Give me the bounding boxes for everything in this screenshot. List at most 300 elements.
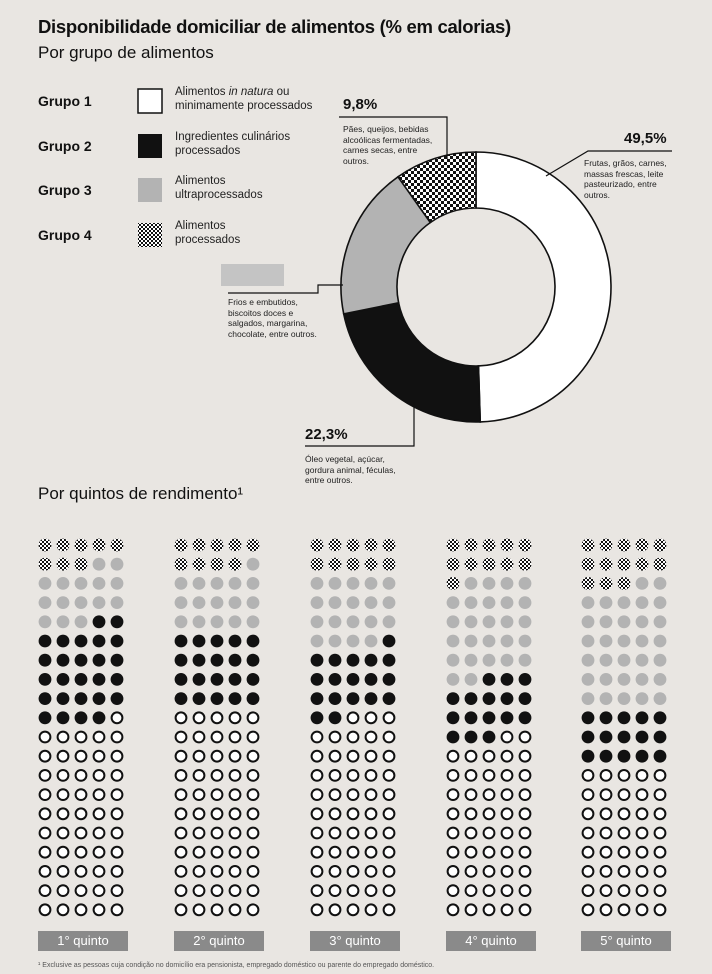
dot-g1 xyxy=(637,866,648,877)
dot-g1 xyxy=(348,828,359,839)
dot-g1 xyxy=(230,808,241,819)
dot-g1 xyxy=(448,847,459,858)
dot-g1 xyxy=(384,712,395,723)
dot-g3 xyxy=(75,577,88,590)
dot-g2 xyxy=(329,711,342,724)
dot-g1 xyxy=(194,904,205,915)
dot-g1 xyxy=(194,808,205,819)
dot-g2 xyxy=(347,673,360,686)
dot-g1 xyxy=(76,808,87,819)
dot-g1 xyxy=(601,789,612,800)
dot-g3 xyxy=(582,692,595,705)
dot-g2 xyxy=(501,673,514,686)
dot-g1 xyxy=(176,770,187,781)
dot-g2 xyxy=(229,673,242,686)
dot-g3 xyxy=(383,596,396,609)
dot-g4 xyxy=(600,539,613,552)
dot-g2 xyxy=(311,692,324,705)
dot-g3 xyxy=(229,615,242,628)
dot-g2 xyxy=(636,750,649,763)
dot-g3 xyxy=(39,596,52,609)
dot-g2 xyxy=(618,731,631,744)
dot-g1 xyxy=(76,732,87,743)
dot-g1 xyxy=(466,866,477,877)
dot-g1 xyxy=(583,885,594,896)
dot-g1 xyxy=(176,828,187,839)
dot-g3 xyxy=(229,577,242,590)
dot-g1 xyxy=(330,751,341,762)
dot-g2 xyxy=(636,731,649,744)
dot-g1 xyxy=(112,712,123,723)
dot-g4 xyxy=(311,539,324,552)
dot-g1 xyxy=(583,904,594,915)
dot-g4 xyxy=(211,539,224,552)
dot-g3 xyxy=(582,635,595,648)
dot-g4 xyxy=(483,539,496,552)
dot-g1 xyxy=(448,808,459,819)
dot-g3 xyxy=(483,596,496,609)
dot-g3 xyxy=(600,596,613,609)
dot-g1 xyxy=(448,828,459,839)
dot-g3 xyxy=(501,615,514,628)
dot-g4 xyxy=(57,539,70,552)
annotation-g1-text xyxy=(584,158,694,200)
dot-g2 xyxy=(93,635,106,648)
dot-g3 xyxy=(329,596,342,609)
dot-g1 xyxy=(58,751,69,762)
dot-g4 xyxy=(93,539,106,552)
dot-g1 xyxy=(248,808,259,819)
dot-g1 xyxy=(248,828,259,839)
quintile-dot-grid xyxy=(310,533,402,928)
dot-g1 xyxy=(112,808,123,819)
dot-g1 xyxy=(40,751,51,762)
dot-g1 xyxy=(637,789,648,800)
dot-g1 xyxy=(583,866,594,877)
dot-g3 xyxy=(39,577,52,590)
dot-g4 xyxy=(465,539,478,552)
legend-item-description: Ingredientes culinários processados xyxy=(175,131,291,157)
legend-item-description: Alimentos ultraprocessados xyxy=(175,175,263,201)
dot-g2 xyxy=(175,692,188,705)
quintile-2 xyxy=(174,533,284,953)
dot-g3 xyxy=(654,635,667,648)
dot-g1 xyxy=(330,828,341,839)
dot-g2 xyxy=(111,692,124,705)
dot-g2 xyxy=(193,692,206,705)
dot-g3 xyxy=(582,596,595,609)
dot-g3 xyxy=(329,635,342,648)
dot-g4 xyxy=(618,539,631,552)
dot-g2 xyxy=(211,654,224,667)
dot-g4 xyxy=(519,558,532,571)
dot-g1 xyxy=(194,732,205,743)
dot-g2 xyxy=(465,731,478,744)
dot-g1 xyxy=(448,885,459,896)
dot-g3 xyxy=(311,577,324,590)
donut-slice-grupo-2 xyxy=(344,303,481,422)
dot-g1 xyxy=(248,751,259,762)
dot-g3 xyxy=(600,654,613,667)
dot-g1 xyxy=(112,847,123,858)
dot-g3 xyxy=(618,692,631,705)
dot-g3 xyxy=(636,635,649,648)
dot-g4 xyxy=(57,558,70,571)
quintile-label: 5° quinto xyxy=(581,931,671,951)
dot-g1 xyxy=(655,904,666,915)
annotation-line: chocolate, entre outros. xyxy=(228,328,317,339)
dot-g1 xyxy=(348,808,359,819)
dot-g4 xyxy=(447,539,460,552)
annotation-line: pasteurizado, entre xyxy=(584,179,657,189)
dot-g1 xyxy=(330,770,341,781)
dot-g1 xyxy=(384,732,395,743)
dot-g3 xyxy=(636,654,649,667)
dot-g1 xyxy=(94,770,105,781)
dot-g1 xyxy=(637,847,648,858)
dot-g1 xyxy=(212,866,223,877)
dot-g2 xyxy=(93,692,106,705)
legend-item-description: Alimentos in natura ou minimamente processados xyxy=(175,86,313,112)
leader-line-g3 xyxy=(228,285,343,293)
dot-g1 xyxy=(466,847,477,858)
dot-g3 xyxy=(57,615,70,628)
dot-g1 xyxy=(212,751,223,762)
dot-g1 xyxy=(484,866,495,877)
quintile-4 xyxy=(446,533,556,953)
annotation-g4-pct: 9,8% xyxy=(343,96,378,113)
dot-g1 xyxy=(366,770,377,781)
dot-g1 xyxy=(212,904,223,915)
dot-g2 xyxy=(383,635,396,648)
dot-g1 xyxy=(384,847,395,858)
dot-g3 xyxy=(618,654,631,667)
dot-g1 xyxy=(384,789,395,800)
legend-item-name: Grupo 2 xyxy=(38,138,92,154)
dot-g1 xyxy=(583,828,594,839)
dot-g1 xyxy=(112,770,123,781)
dot-g3 xyxy=(365,635,378,648)
dot-g3 xyxy=(329,615,342,628)
dot-g1 xyxy=(484,885,495,896)
dot-g1 xyxy=(40,732,51,743)
dot-g3 xyxy=(365,577,378,590)
dot-g1 xyxy=(484,751,495,762)
dot-g1 xyxy=(76,866,87,877)
dot-g3 xyxy=(501,577,514,590)
dot-g1 xyxy=(176,808,187,819)
donut-chart xyxy=(0,0,712,480)
dot-g3 xyxy=(311,596,324,609)
dot-g2 xyxy=(329,673,342,686)
dot-g1 xyxy=(312,751,323,762)
dot-g2 xyxy=(111,673,124,686)
dot-g1 xyxy=(366,808,377,819)
dot-g1 xyxy=(94,885,105,896)
dot-g1 xyxy=(330,866,341,877)
dot-g1 xyxy=(520,847,531,858)
dot-g1 xyxy=(112,866,123,877)
dot-g3 xyxy=(57,577,70,590)
dot-g3 xyxy=(654,673,667,686)
dot-g1 xyxy=(112,751,123,762)
dot-g2 xyxy=(93,711,106,724)
dot-g2 xyxy=(447,731,460,744)
dot-g3 xyxy=(501,654,514,667)
quintile-dot-grid xyxy=(38,533,130,928)
dot-g1 xyxy=(312,885,323,896)
dot-g1 xyxy=(520,904,531,915)
dot-g1 xyxy=(40,789,51,800)
dot-g4 xyxy=(501,539,514,552)
dot-g2 xyxy=(229,654,242,667)
dot-g1 xyxy=(502,770,513,781)
annotation-line: gordura animal, féculas, xyxy=(305,464,396,475)
dot-g3 xyxy=(111,558,124,571)
dot-g3 xyxy=(654,577,667,590)
dot-g4 xyxy=(175,558,188,571)
dot-g1 xyxy=(484,770,495,781)
dot-g3 xyxy=(654,615,667,628)
dot-g1 xyxy=(94,904,105,915)
dot-g1 xyxy=(312,770,323,781)
dot-g1 xyxy=(655,770,666,781)
dot-g1 xyxy=(312,808,323,819)
dot-g3 xyxy=(247,596,260,609)
dot-g3 xyxy=(247,558,260,571)
dot-g1 xyxy=(112,885,123,896)
dot-g1 xyxy=(655,866,666,877)
dot-g2 xyxy=(618,750,631,763)
dot-g2 xyxy=(600,731,613,744)
dot-g1 xyxy=(94,751,105,762)
dot-g2 xyxy=(383,654,396,667)
dot-g2 xyxy=(211,635,224,648)
dot-g1 xyxy=(466,770,477,781)
dot-g4 xyxy=(600,577,613,590)
dot-g1 xyxy=(94,808,105,819)
dot-g1 xyxy=(194,847,205,858)
dot-g3 xyxy=(618,596,631,609)
dot-g4 xyxy=(211,558,224,571)
dot-g2 xyxy=(347,654,360,667)
dot-g2 xyxy=(329,692,342,705)
dot-g1 xyxy=(583,808,594,819)
dot-g4 xyxy=(311,558,324,571)
dot-g1 xyxy=(58,770,69,781)
quintile-1 xyxy=(38,533,148,953)
dot-g1 xyxy=(58,808,69,819)
dot-g3 xyxy=(93,577,106,590)
dot-g1 xyxy=(502,808,513,819)
dot-g2 xyxy=(39,692,52,705)
dot-g3 xyxy=(365,596,378,609)
dot-g2 xyxy=(39,673,52,686)
annotation-line: carnes secas, entre xyxy=(343,145,418,155)
dot-g1 xyxy=(76,885,87,896)
dot-g1 xyxy=(76,904,87,915)
dot-g1 xyxy=(40,828,51,839)
dot-g4 xyxy=(600,558,613,571)
dot-g2 xyxy=(39,654,52,667)
dot-g3 xyxy=(57,596,70,609)
legend-item-description: Alimentos processados xyxy=(175,220,241,246)
dot-g2 xyxy=(229,692,242,705)
dot-g3 xyxy=(75,615,88,628)
dot-g1 xyxy=(58,847,69,858)
dot-g3 xyxy=(465,596,478,609)
dot-g1 xyxy=(40,866,51,877)
dot-g3 xyxy=(329,577,342,590)
dot-g1 xyxy=(520,828,531,839)
dot-g3 xyxy=(193,615,206,628)
dot-g2 xyxy=(329,654,342,667)
dot-g1 xyxy=(366,789,377,800)
dot-g1 xyxy=(194,885,205,896)
dot-g3 xyxy=(447,673,460,686)
dot-g1 xyxy=(366,904,377,915)
dot-g1 xyxy=(230,732,241,743)
dot-g1 xyxy=(248,789,259,800)
dot-g2 xyxy=(383,673,396,686)
dot-g4 xyxy=(365,539,378,552)
dot-g3 xyxy=(211,615,224,628)
dot-g2 xyxy=(75,692,88,705)
dot-g2 xyxy=(465,711,478,724)
dot-g1 xyxy=(619,866,630,877)
dot-g1 xyxy=(655,789,666,800)
dot-g2 xyxy=(501,711,514,724)
dot-g2 xyxy=(582,731,595,744)
dot-g3 xyxy=(600,635,613,648)
annotation-line: salgados, margarina, xyxy=(228,318,308,328)
dot-g1 xyxy=(502,751,513,762)
dot-g3 xyxy=(193,577,206,590)
dot-g2 xyxy=(247,692,260,705)
dot-g2 xyxy=(636,711,649,724)
dot-g3 xyxy=(311,615,324,628)
dot-g4 xyxy=(229,539,242,552)
dot-g2 xyxy=(57,692,70,705)
dot-g4 xyxy=(365,558,378,571)
dot-g2 xyxy=(383,692,396,705)
dot-g1 xyxy=(384,808,395,819)
dot-g1 xyxy=(112,904,123,915)
dot-g1 xyxy=(384,770,395,781)
dot-g3 xyxy=(111,577,124,590)
dot-g1 xyxy=(312,828,323,839)
dot-g3 xyxy=(636,692,649,705)
dot-g3 xyxy=(465,577,478,590)
dot-g1 xyxy=(619,885,630,896)
dot-g1 xyxy=(40,904,51,915)
dot-g1 xyxy=(76,847,87,858)
dot-g1 xyxy=(112,732,123,743)
quintile-5 xyxy=(581,533,691,953)
page-title: Disponibilidade domiciliar de alimentos (% em calorias) xyxy=(38,16,511,37)
dot-g1 xyxy=(58,904,69,915)
dot-g2 xyxy=(75,654,88,667)
dot-g1 xyxy=(448,789,459,800)
annotation-g3-pct-box xyxy=(221,264,284,286)
dot-g3 xyxy=(600,615,613,628)
dot-g1 xyxy=(366,712,377,723)
dot-g1 xyxy=(330,885,341,896)
dot-g1 xyxy=(230,770,241,781)
dot-g3 xyxy=(465,673,478,686)
quintile-3 xyxy=(310,533,420,953)
dot-g1 xyxy=(312,847,323,858)
dot-g3 xyxy=(519,635,532,648)
dot-g1 xyxy=(484,789,495,800)
dot-g2 xyxy=(347,692,360,705)
annotation-line: biscoitos doces e xyxy=(228,307,294,318)
dot-g2 xyxy=(93,654,106,667)
dot-g2 xyxy=(193,654,206,667)
quintile-dot-grid xyxy=(174,533,266,928)
dot-g3 xyxy=(636,615,649,628)
quintile-label: 3° quinto xyxy=(310,931,400,951)
dot-g1 xyxy=(466,789,477,800)
dot-g1 xyxy=(448,751,459,762)
dot-g1 xyxy=(601,904,612,915)
dot-g4 xyxy=(618,577,631,590)
dot-g1 xyxy=(384,885,395,896)
dot-g4 xyxy=(329,539,342,552)
dot-g1 xyxy=(248,847,259,858)
dot-g1 xyxy=(212,885,223,896)
dot-g3 xyxy=(347,577,360,590)
dot-g1 xyxy=(40,770,51,781)
dot-g1 xyxy=(312,866,323,877)
dot-g2 xyxy=(57,673,70,686)
dot-g1 xyxy=(520,789,531,800)
dot-g1 xyxy=(366,828,377,839)
dot-g3 xyxy=(501,635,514,648)
dot-g1 xyxy=(194,789,205,800)
dot-g2 xyxy=(247,635,260,648)
dot-g1 xyxy=(112,828,123,839)
dot-g1 xyxy=(637,828,648,839)
dot-g2 xyxy=(39,635,52,648)
dot-g1 xyxy=(312,789,323,800)
dot-g1 xyxy=(94,732,105,743)
dot-g3 xyxy=(175,577,188,590)
dot-g3 xyxy=(519,654,532,667)
dot-g1 xyxy=(502,828,513,839)
dot-g1 xyxy=(384,828,395,839)
annotation-g1-pct: 49,5% xyxy=(624,130,667,147)
dot-g1 xyxy=(466,808,477,819)
dot-g1 xyxy=(466,828,477,839)
legend-item-name: Grupo 3 xyxy=(38,182,92,198)
dot-g3 xyxy=(347,635,360,648)
annotation-line: outros. xyxy=(343,155,369,166)
dot-g1 xyxy=(94,828,105,839)
section-subtitle-groups: Por grupo de alimentos xyxy=(38,43,214,62)
dot-g1 xyxy=(58,789,69,800)
section-subtitle-quintiles: Por quintos de rendimento¹ xyxy=(38,484,244,503)
dot-g3 xyxy=(654,654,667,667)
dot-g3 xyxy=(175,596,188,609)
dot-g1 xyxy=(466,751,477,762)
dot-g4 xyxy=(347,558,360,571)
dot-g1 xyxy=(655,808,666,819)
dot-g1 xyxy=(655,885,666,896)
dot-g1 xyxy=(58,732,69,743)
dot-g1 xyxy=(366,885,377,896)
dot-g1 xyxy=(230,847,241,858)
